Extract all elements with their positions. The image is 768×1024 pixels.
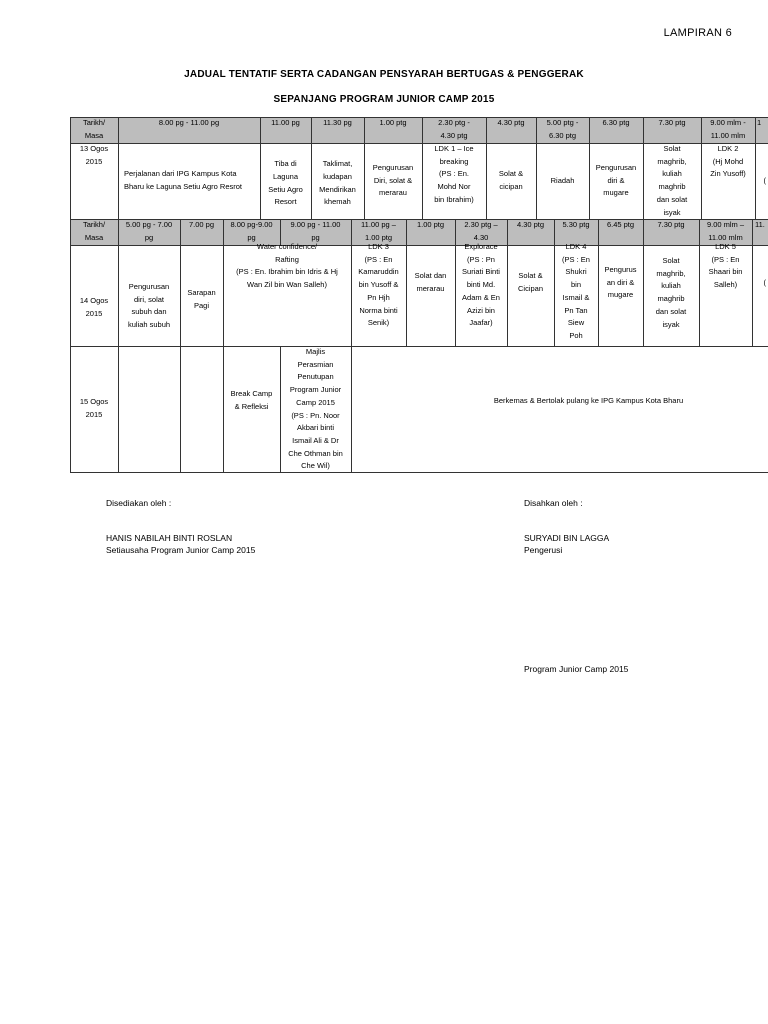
header-time: 7.30 ptg [657,220,685,229]
header-time: 2.30 ptg - 4.30 ptg [438,118,470,140]
header-time: 6.30 ptg [602,118,630,127]
schedule-cell: Taklimat, kudapan Mendirikan khemah [319,159,356,207]
prepared-by-role: Setiausaha Program Junior Camp 2015 [106,545,256,555]
prepared-by-label: Disediakan oleh : [106,498,172,508]
schedule-cell: Solat maghrib, kuliah maghrib dan solat isyak [655,256,687,329]
schedule-cell: LDK 1 – Ice breaking (PS : En. Mohd Nor bin Ibrahim) [434,144,474,204]
row-date: 14 Ogos 2015 [79,295,109,318]
approved-by-label: Disahkan oleh : [524,498,583,508]
header-time: 11.00 pg – 1.00 ptg [361,220,396,242]
schedule-cell: Solat dan merarau [414,271,447,293]
schedule-cell: Tiba di Laguna Setiu Agro Resort [268,159,303,207]
approved-by-role: Pengerusi [524,545,563,555]
header-tarikh: Tarikh/ Masa [82,220,106,242]
header-time: 1.00 ptg [379,118,407,127]
header-time: 9.00 pg - 11.00 pg [290,220,341,242]
header-time: 5.00 ptg - 6.30 ptg [546,118,579,140]
schedule-cell: Pengurus an diri & mugare [604,264,637,300]
schedule-cell: Solat & cicipan [498,169,524,191]
document-title: JADUAL TENTATIF SERTA CADANGAN PENSYARAH BERTUGAS & PENGGERAK [184,69,584,80]
row-date: 13 Ogos 2015 [79,144,109,166]
schedule-cell: Water confidence/ Rafting (PS : En. Ibrahim bin Idris & Hj Wan Zil bin Wan Salleh) [236,242,338,290]
prepared-by-name: HANIS NABILAH BINTI ROSLAN [106,533,233,543]
schedule-cell: Majlis Perasmian Penutupan Program Junior Camp 2015 (PS : Pn. Noor Akbari binti Ismail Ali & Dr Che Othman bin Che Wil) [288,347,343,471]
header-time: 11.00 pg [271,118,300,127]
header-time: 9.00 mlm - 11.00 mlm [710,118,746,140]
table-line [70,472,768,473]
header-time: 1 [757,118,762,127]
schedule-cell: LDK 5 (PS : En Shaari bin Salleh) [708,242,743,290]
schedule-cell: LDK 2 (Hj Mohd Zin Yusoff) [710,144,746,179]
schedule-cell: Pengurusan diri, solat subuh dan kuliah subuh [127,282,171,330]
footer-program: Program Junior Camp 2015 [524,664,629,674]
header-tarikh: Tarikh/ Masa [82,118,106,140]
header-time: 7.00 pg [188,220,215,229]
header-time: 2.30 ptg – 4.30 [464,220,498,242]
schedule-cell: Sarapan Pagi [187,288,216,310]
schedule-cell: Break Camp & Refleksi [230,389,273,411]
schedule-cell: Solat maghrib, kuliah maghrib dan solat isyak [656,144,688,217]
header-time: 1.00 ptg [416,220,445,229]
schedule-cell: LDK 3 (PS : En Kamaruddin bin Yusoff & Pn Hjh Norma binti Senik) [358,242,399,328]
schedule-cell: Pengurusan Diri, solat & merarau [372,162,414,198]
row-date: 15 Ogos 2015 [79,397,109,419]
header-time: 5.30 ptg [562,220,590,229]
header-time: 6.45 ptg [606,220,635,229]
schedule-cell: Explorace (PS : Pn Suriati Binti binti Md. Adam & En Azizi bin Jaafar) [462,242,500,328]
schedule-cell: Berkemas & Bertolak pulang ke IPG Kampus Kota Bharu [493,395,684,405]
schedule-cell: Solat & Cicipan [517,271,543,293]
schedule-cell: ( [763,175,766,185]
schedule-cell: ( [763,277,766,287]
header-time: 11.30 pg [323,118,352,127]
document-subtitle: SEPANJANG PROGRAM JUNIOR CAMP 2015 [273,94,495,105]
header-time: 5.00 pg - 7.00 pg [125,220,173,242]
schedule-cell: Perjalanan dari IPG Kampus Kota Bharu ke Laguna Setiu Agro Resrot [124,169,242,191]
header-time: 4.30 ptg [516,220,545,229]
header-time: 8.00 pg-9.00 pg [230,220,273,242]
header-time: 7.30 ptg [658,118,686,127]
header-time: 8.00 pg - 11.00 pg [158,118,220,127]
schedule-cell: LDK 4 (PS : En Shukri bin Ismail & Pn Tan Siew Poh [562,242,590,340]
approved-by-name: SURYADI BIN LAGGA [524,533,610,543]
header-time: 11. [755,220,765,229]
header-time: 9.00 mlm – 11.00 mlm [706,220,745,242]
schedule-cell: Riadah [550,175,575,185]
attachment-label: LAMPIRAN 6 [663,27,732,39]
schedule-cell: Pengurusan diri & mugare [595,162,637,198]
header-time: 4.30 ptg [497,118,525,127]
